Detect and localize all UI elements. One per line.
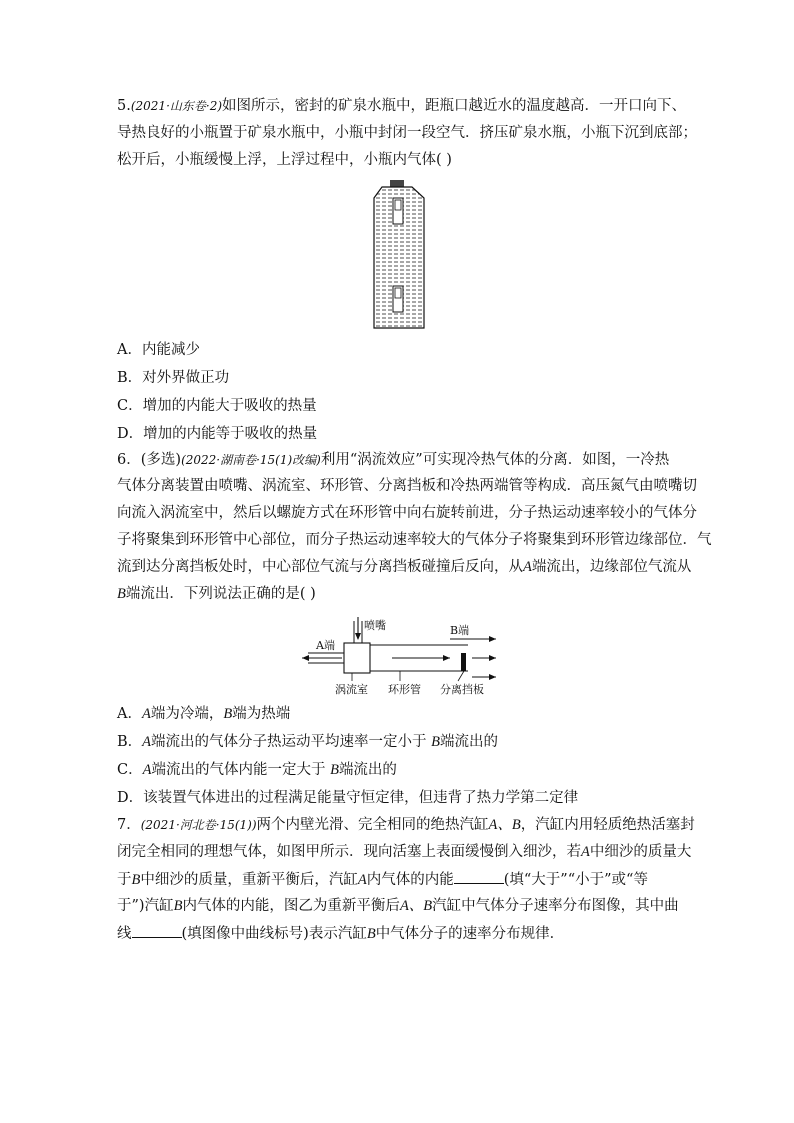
answer-blank-2[interactable] bbox=[132, 923, 182, 938]
bottle-cap bbox=[390, 180, 404, 187]
label-baffle: 分离挡板 bbox=[440, 683, 484, 696]
q5-option-b: B．对外界做正功 bbox=[117, 370, 230, 386]
label-nozzle: 喷嘴 bbox=[364, 619, 386, 632]
vortex-tube-figure bbox=[300, 615, 500, 697]
q6-option-a: A．A端为冷端，B端为热端 bbox=[117, 706, 291, 722]
label-ring-tube: 环形管 bbox=[388, 683, 421, 696]
q7-line-5: 线 (填图像中曲线标号)表示汽缸B中气体分子的速率分布规律． bbox=[117, 923, 564, 944]
label-a-end: A端 bbox=[316, 639, 335, 652]
q5-option-c: C．增加的内能大于吸收的热量 bbox=[117, 398, 317, 414]
q7-source: (2021·河北卷·15(1)) bbox=[140, 818, 257, 832]
q6-tag: (多选) bbox=[140, 452, 182, 468]
label-b-end: B端 bbox=[450, 624, 470, 637]
q7-line-2: 闭完全相同的理想气体，如图甲所示．现向活塞上表面缓慢倒入细沙，若A中细沙的质量大 bbox=[117, 844, 692, 860]
q6-line-4: 子将聚集到环形管中心部位，而分子热运动速率较大的气体分子将聚集到环形管边缘部位．气 bbox=[117, 532, 712, 548]
answer-blank-1[interactable] bbox=[454, 869, 504, 884]
q5-line-2: 导热良好的小瓶置于矿泉水瓶中，小瓶中封闭一段空气．挤压矿泉水瓶，小瓶下沉到底部； bbox=[117, 125, 697, 141]
q5-option-a: A．内能减少 bbox=[117, 342, 200, 358]
q6-option-b: B．A端流出的气体分子热运动平均速率一定小于 B端流出的 bbox=[117, 734, 498, 750]
q6-option-c: C．A端流出的气体内能一定大于 B端流出的 bbox=[117, 762, 397, 778]
q6-line-5: 流到达分离挡板处时，中心部位气流与分离挡板碰撞后反向，从A端流出，边缘部位气流从 bbox=[117, 559, 692, 575]
q5-option-d: D．增加的内能等于吸收的热量 bbox=[117, 426, 318, 442]
label-vortex-chamber: 涡流室 bbox=[335, 683, 368, 696]
q5-line-1: 5.(2021·山东卷·2)如图所示，密封的矿泉水瓶中，距瓶口越近水的温度越高．一开口向下、 bbox=[117, 98, 687, 114]
q6-line-3: 向流入涡流室中，然后以螺旋方式在环形管中向右旋转前进，分子热运动速率较小的气体分 bbox=[117, 505, 697, 521]
bottle-figure bbox=[370, 180, 430, 332]
vortex-chamber bbox=[344, 643, 370, 673]
q6-line-6: B端流出．下列说法正确的是( ) bbox=[117, 586, 316, 602]
separation-baffle bbox=[461, 653, 466, 671]
q6-source: (2022·湖南卷·15(1)改编) bbox=[181, 453, 321, 467]
q7-line-4: 于”)汽缸B内气体的内能，图乙为重新平衡后A、B汽缸中气体分子速率分布图像，其中曲 bbox=[117, 898, 679, 914]
q7-line-3: 于B中细沙的质量，重新平衡后，汽缸A内气体的内能 (填“大于”“小于”或“等 bbox=[117, 869, 648, 890]
q6-line-1: 6．(多选)(2022·湖南卷·15(1)改编)利用“涡流效应”可实现冷热气体的分离．如图，一冷热 bbox=[117, 452, 670, 468]
q7-line-1: 7．(2021·河北卷·15(1))两个内壁光滑、完全相同的绝热汽缸A、B，汽缸内用轻质绝热活塞封 bbox=[117, 817, 695, 833]
q5-line-3: 松开后，小瓶缓慢上浮，上浮过程中，小瓶内气体( ) bbox=[117, 152, 452, 168]
q5-source: (2021·山东卷·2) bbox=[130, 99, 223, 113]
q6-option-d: D．该装置气体进出的过程满足能量守恒定律，但违背了热力学第二定律 bbox=[117, 790, 579, 806]
q6-line-2: 气体分离装置由喷嘴、涡流室、环形管、分离挡板和冷热两端管等构成．高压氮气由喷嘴切 bbox=[117, 478, 697, 494]
